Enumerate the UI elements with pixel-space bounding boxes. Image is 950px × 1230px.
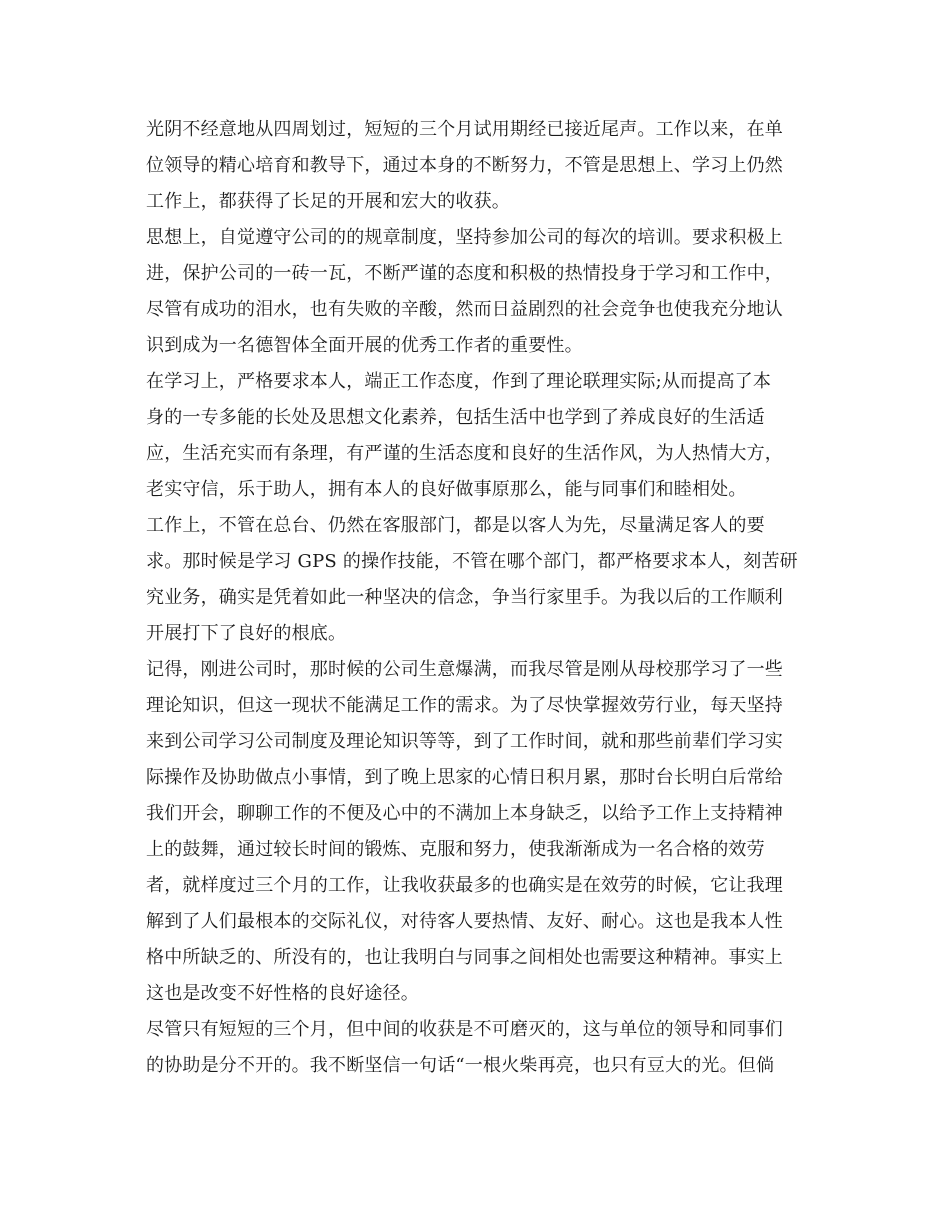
text-line: 格中所缺乏的、所没有的，也让我明白与同事之间相处也需要这种精神。事实上 [146,947,783,968]
text-line: 我们开会，聊聊工作的不便及心中的不满加上本身缺乏，以给予工作上支持精神 [146,803,783,824]
text-line: 解到了人们最根本的交际礼仪，对待客人要热情、友好、耐心。这也是我本人性 [146,911,783,932]
text-line: 身的一专多能的长处及思想文化素养，包括生活中也学到了养成良好的生活适 [146,407,765,428]
text-line: 际操作及协助做点小事情，到了晚上思家的心情日积月累，那时台长明白后常给 [146,767,783,788]
text-line: 求。那时候是学习 GPS 的操作技能，不管在哪个部门，都严格要求本人，刻苦研 [146,551,798,572]
text-line: 应，生活充实而有条理，有严谨的生活态度和良好的生活作风，为人热情大方， [146,443,783,464]
text-line: 上的鼓舞，通过较长时间的锻炼、克服和努力，使我渐渐成为一名合格的效劳 [146,839,765,860]
text-line: 者，就样度过三个月的工作，让我收获最多的也确实是在效劳的时候，它让我理 [146,875,783,896]
text-line: 识到成为一名德智体全面开展的优秀工作者的重要性。 [146,335,583,356]
text-line: 开展打下了良好的根底。 [146,623,347,644]
text-line: 尽管只有短短的三个月，但中间的收获是不可磨灭的，这与单位的领导和同事们 [146,1019,783,1040]
text-line: 的协助是分不开的。我不断坚信一句话“一根火柴再亮，也只有豆大的光。但倘 [146,1055,775,1076]
text-line: 记得，刚进公司时，那时候的公司生意爆满，而我尽管是刚从母校那学习了一些 [146,659,783,680]
text-line: 工作上，不管在总台、仍然在客服部门，都是以客人为先，尽量满足客人的要 [146,515,765,536]
text-line: 究业务，确实是凭着如此一种坚决的信念，争当行家里手。为我以后的工作顺利 [146,587,783,608]
text-line: 思想上，自觉遵守公司的的规章制度，坚持参加公司的每次的培训。要求积极上 [146,227,783,248]
document-body [146,112,802,1084]
text-line: 老实守信，乐于助人，拥有本人的良好做事原那么，能与同事们和睦相处。 [146,479,747,500]
text-line: 进，保护公司的一砖一瓦，不断严谨的态度和积极的热情投身于学习和工作中， [146,263,783,284]
text-line: 位领导的精心培育和教导下，通过本身的不断努力，不管是思想上、学习上仍然 [146,155,783,176]
text-line: 理论知识，但这一现状不能满足工作的需求。为了尽快掌握效劳行业，每天坚持 [146,695,783,716]
text-line: 尽管有成功的泪水，也有失败的辛酸，然而日益剧烈的社会竞争也使我充分地认 [146,299,783,320]
text-line: 在学习上，严格要求本人，端正工作态度，作到了理论联理实际;从而提高了本 [146,371,772,392]
text-line: 光阴不经意地从四周划过，短短的三个月试用期经已接近尾声。工作以来，在单 [146,119,783,140]
text-line: 这也是改变不好性格的良好途径。 [146,983,419,1004]
text-line: 工作上，都获得了长足的开展和宏大的收获。 [146,191,510,212]
text-line: 来到公司学习公司制度及理论知识等等，到了工作时间，就和那些前辈们学习实 [146,731,783,752]
